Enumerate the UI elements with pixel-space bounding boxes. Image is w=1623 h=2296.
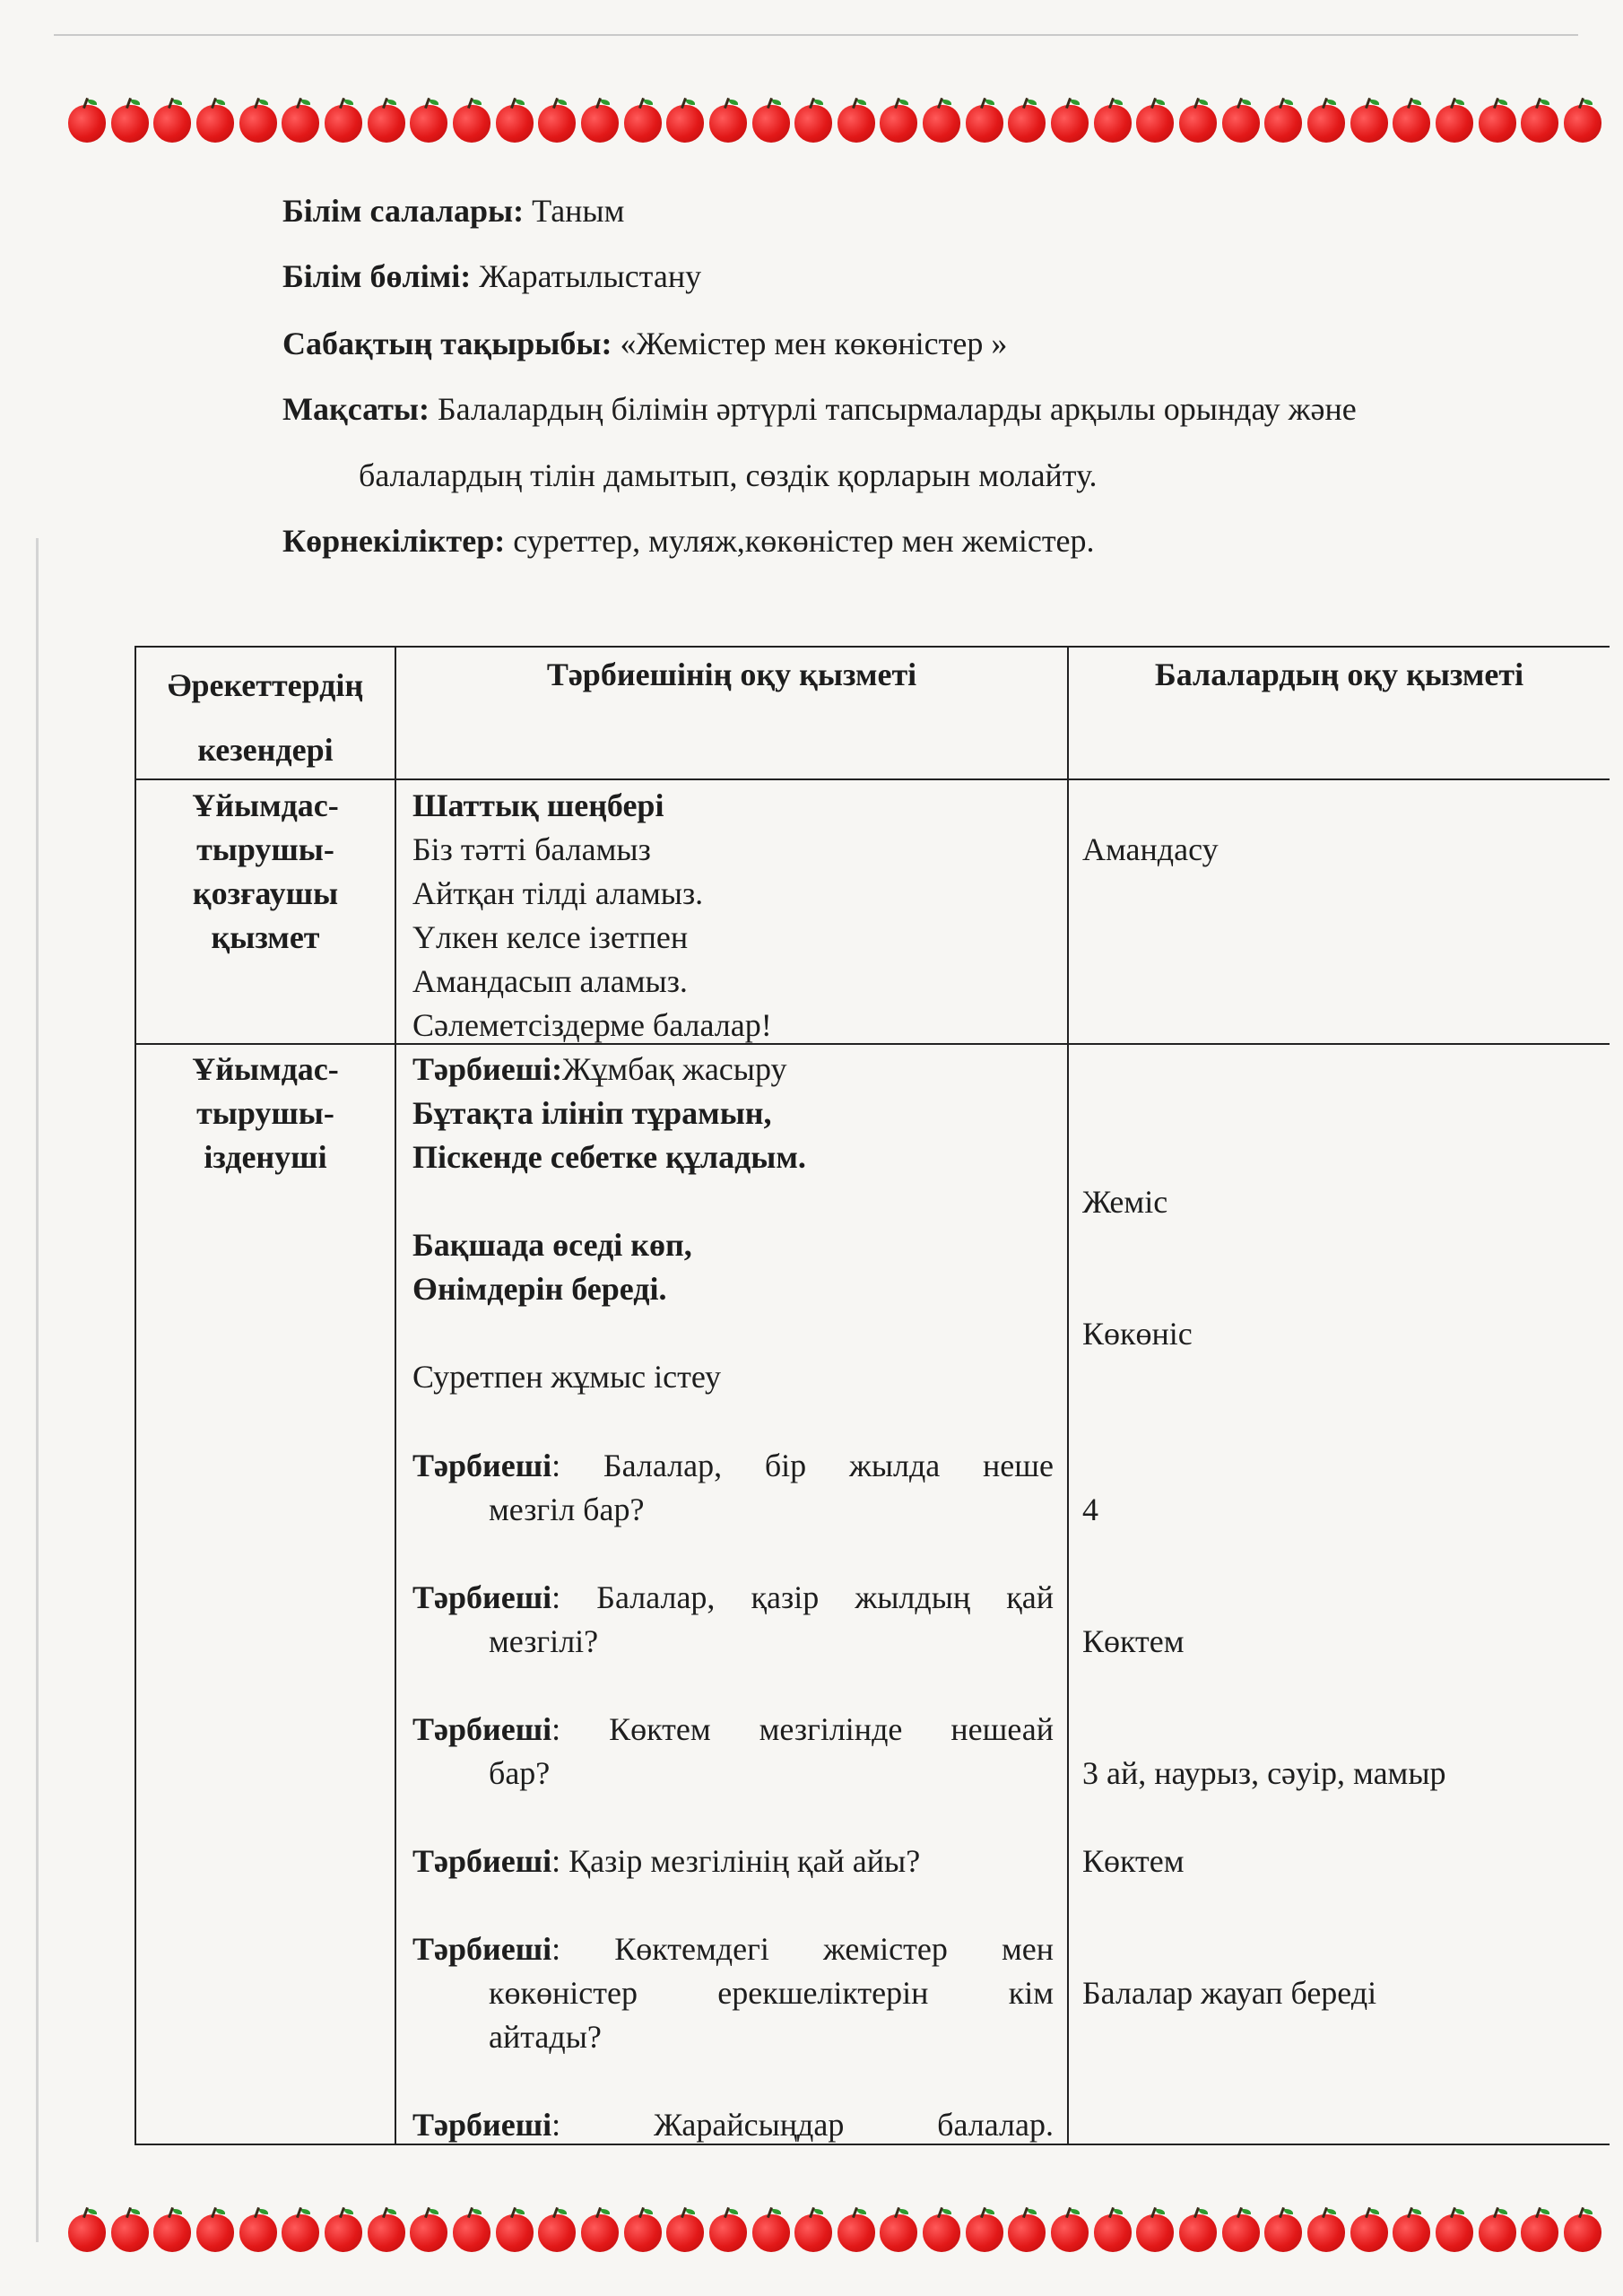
teacher-label: Тәрбиеші bbox=[412, 1843, 552, 1879]
scan-left-edge bbox=[36, 538, 39, 2242]
answer-current-season: Көктем bbox=[1082, 1623, 1185, 1659]
goal-value-2: балалардың тілін дамытып, сөздік қорларын молайту. bbox=[359, 457, 1098, 493]
answer-current-month: Көктем bbox=[1082, 1843, 1185, 1879]
apple-icon bbox=[1521, 105, 1558, 143]
question-5: Тәрбиеші: Көктемдегі жемістер мен көкөністер ерекшеліктерін кім айтады? bbox=[412, 1927, 1054, 2059]
apple-icon bbox=[1479, 2214, 1516, 2252]
goal-line-2 bbox=[359, 459, 1097, 491]
section-label: Білім бөлімі: bbox=[282, 258, 472, 294]
question-2: Тәрбиеші: Балалар, қазір жылдың қай мезгілі? bbox=[412, 1576, 1054, 1664]
scan-edge-line bbox=[54, 34, 1578, 36]
apple-icon bbox=[923, 105, 960, 143]
apple-icon bbox=[624, 105, 662, 143]
apple-icon bbox=[624, 2214, 662, 2252]
row1-stage-line: тырушы- bbox=[196, 831, 334, 867]
apple-icon bbox=[1264, 105, 1302, 143]
apple-icon bbox=[196, 2214, 234, 2252]
topic-label: Сабақтың тақырыбы: bbox=[282, 326, 612, 361]
goal-value-1: Балалардың білімін әртүрлі тапсырмаларды арқылы орындау және bbox=[438, 391, 1357, 427]
apple-icon bbox=[368, 2214, 405, 2252]
apple-icon bbox=[666, 105, 704, 143]
question-text: бар? bbox=[489, 1755, 551, 1791]
question-3: Тәрбиеші: Көктем мезгілінде нешеай бар? bbox=[412, 1708, 1054, 1796]
field-line bbox=[282, 195, 624, 227]
apple-icon bbox=[1350, 105, 1388, 143]
apple-icon bbox=[1393, 2214, 1430, 2252]
row1-stage-line: қозғаушы bbox=[192, 875, 339, 911]
header-stage-line-1: Әрекеттердің bbox=[167, 667, 364, 703]
question-text: мезгілі? bbox=[489, 1623, 599, 1659]
visuals-line bbox=[282, 525, 1095, 557]
apple-icon bbox=[1179, 105, 1217, 143]
apple-icon bbox=[1222, 105, 1260, 143]
teacher-label: Тәрбиеші bbox=[412, 1711, 552, 1747]
joy-circle-title: Шаттық шеңбері bbox=[412, 787, 664, 823]
answer-vegetable: Көкөніс bbox=[1082, 1316, 1193, 1352]
apple-icon bbox=[1479, 105, 1516, 143]
apple-icon bbox=[581, 105, 619, 143]
poem-line: Айтқан тілді аламыз. bbox=[412, 875, 704, 911]
field-label: Білім салалары: bbox=[282, 193, 525, 229]
apple-icon bbox=[838, 2214, 875, 2252]
apple-icon bbox=[239, 2214, 277, 2252]
apple-icon bbox=[325, 105, 362, 143]
apple-icon bbox=[1350, 2214, 1388, 2252]
apple-border-bottom bbox=[68, 2206, 1601, 2260]
apple-icon bbox=[880, 2214, 917, 2252]
teacher-label: Тәрбиеші bbox=[412, 1579, 552, 1615]
question-text: Көктем мезгілінде нешеай bbox=[609, 1711, 1054, 1747]
apple-icon bbox=[1094, 2214, 1132, 2252]
poem-line: Сәлеметсіздерме балалар! bbox=[412, 1007, 772, 1043]
apple-icon bbox=[709, 2214, 747, 2252]
question-text: Қазір мезгілінің қай айы? bbox=[568, 1843, 921, 1879]
apple-icon bbox=[239, 105, 277, 143]
apple-icon bbox=[325, 2214, 362, 2252]
answer-fruit: Жеміс bbox=[1082, 1184, 1168, 1220]
apple-icon bbox=[666, 2214, 704, 2252]
apple-icon bbox=[1051, 2214, 1089, 2252]
answer-children-respond: Балалар жауап береді bbox=[1082, 1975, 1377, 2011]
apple-icon bbox=[1136, 2214, 1174, 2252]
apple-icon bbox=[68, 105, 106, 143]
riddle1-line: Бұтақта ілініп тұрамын, bbox=[412, 1095, 772, 1131]
apple-icon bbox=[1393, 105, 1430, 143]
answer-seasons-count: 4 bbox=[1082, 1492, 1098, 1527]
apple-icon bbox=[1008, 2214, 1046, 2252]
riddle1-line: Піскенде себетке құладым. bbox=[412, 1139, 806, 1175]
apple-icon bbox=[111, 105, 149, 143]
topic-line bbox=[282, 327, 1007, 360]
apple-icon bbox=[923, 2214, 960, 2252]
apple-icon bbox=[410, 105, 447, 143]
picture-work: Суретпен жұмыс істеу bbox=[412, 1359, 721, 1395]
answer-spring-months: 3 ай, наурыз, сәуір, мамыр bbox=[1082, 1755, 1446, 1791]
apple-icon bbox=[966, 105, 1003, 143]
section-line bbox=[282, 260, 701, 292]
goal-line bbox=[282, 393, 1357, 425]
apple-icon bbox=[282, 2214, 319, 2252]
apple-icon bbox=[752, 105, 790, 143]
apple-icon bbox=[68, 2214, 106, 2252]
visuals-label: Көрнекіліктер: bbox=[282, 523, 506, 559]
question-4: Тәрбиеші: Қазір мезгілінің қай айы? bbox=[412, 1843, 921, 1879]
praise: Тәрбиеші: Жарайсыңдар балалар. bbox=[412, 2107, 1054, 2143]
section-value: Жаратылыстану bbox=[479, 258, 702, 294]
riddle2-line: Өнімдерін береді. bbox=[412, 1271, 667, 1307]
question-text: мезгіл бар? bbox=[489, 1492, 645, 1527]
row2-stage-line: тырушы- bbox=[196, 1095, 334, 1131]
row1-teacher bbox=[412, 784, 1054, 1048]
apple-icon bbox=[880, 105, 917, 143]
teacher-label: Тәрбиеші bbox=[412, 1931, 552, 1967]
teacher-label: Тәрбиеші bbox=[412, 1448, 552, 1483]
question-text: Көктемдегі жемістер мен bbox=[614, 1931, 1054, 1967]
apple-icon bbox=[1008, 105, 1046, 143]
row2-stage-line: ізденуші bbox=[204, 1139, 327, 1175]
table-col-divider-2 bbox=[1067, 646, 1069, 2145]
apple-icon bbox=[1051, 105, 1089, 143]
apple-icon bbox=[496, 2214, 534, 2252]
poem-line: Үлкен келсе ізетпен bbox=[412, 919, 689, 955]
apple-icon bbox=[1136, 105, 1174, 143]
apple-icon bbox=[368, 105, 405, 143]
apple-border-top bbox=[68, 97, 1601, 151]
apple-icon bbox=[538, 2214, 576, 2252]
apple-icon bbox=[1521, 2214, 1558, 2252]
apple-icon bbox=[1564, 105, 1601, 143]
question-1: Тәрбиеші: Балалар, бір жылда неше мезгіл бар? bbox=[412, 1444, 1054, 1532]
poem-line: Біз тәтті баламыз bbox=[412, 831, 651, 867]
row1-stage-line: Ұйымдас- bbox=[192, 787, 339, 823]
apple-icon bbox=[453, 105, 490, 143]
row2-stage-line: Ұйымдас- bbox=[192, 1051, 339, 1087]
apple-icon bbox=[153, 105, 191, 143]
apple-icon bbox=[410, 2214, 447, 2252]
question-text: айтады? bbox=[489, 2019, 602, 2055]
apple-icon bbox=[1307, 2214, 1345, 2252]
row1-stage-line: қызмет bbox=[211, 919, 320, 955]
topic-value: «Жемістер мен көкөністер » bbox=[620, 326, 1008, 361]
riddle-label: Тәрбиеші: bbox=[412, 1051, 563, 1087]
apple-icon bbox=[1264, 2214, 1302, 2252]
apple-icon bbox=[1094, 105, 1132, 143]
apple-icon bbox=[794, 2214, 832, 2252]
apple-icon bbox=[1179, 2214, 1217, 2252]
question-text: көкөністер ерекшеліктерін кім bbox=[489, 1975, 1054, 2011]
visuals-value: суреттер, муляж,көкөністер мен жемістер. bbox=[513, 523, 1095, 559]
teacher-label: Тәрбиеші bbox=[412, 2107, 552, 2143]
row1-children: Амандасу bbox=[1082, 831, 1219, 867]
apple-icon bbox=[966, 2214, 1003, 2252]
apple-icon bbox=[838, 105, 875, 143]
apple-icon bbox=[1222, 2214, 1260, 2252]
apple-icon bbox=[752, 2214, 790, 2252]
table-col-divider-1 bbox=[395, 646, 396, 2145]
riddle2-line: Бақшада өседі көп, bbox=[412, 1227, 692, 1263]
praise-text: Жарайсыңдар балалар. bbox=[654, 2107, 1054, 2143]
table-header-children: Балалардың оқу қызметі bbox=[1154, 657, 1524, 692]
poem-line: Амандасып аламыз. bbox=[412, 963, 688, 999]
field-value: Таным bbox=[532, 193, 625, 229]
apple-icon bbox=[111, 2214, 149, 2252]
header-stage-line-2: кезендері bbox=[197, 732, 334, 768]
riddle-intro bbox=[412, 1048, 1054, 1091]
apple-icon bbox=[538, 105, 576, 143]
row2-stage bbox=[136, 1048, 395, 1179]
question-text: Балалар, бір жылда неше bbox=[603, 1448, 1054, 1483]
row2-teacher bbox=[412, 1048, 1054, 1399]
question-text: Балалар, қазір жылдың қай bbox=[596, 1579, 1054, 1615]
apple-icon bbox=[1436, 105, 1473, 143]
apple-icon bbox=[794, 105, 832, 143]
riddle-value: Жұмбақ жасыру bbox=[562, 1051, 787, 1087]
apple-icon bbox=[153, 2214, 191, 2252]
apple-icon bbox=[709, 105, 747, 143]
apple-icon bbox=[196, 105, 234, 143]
goal-label: Мақсаты: bbox=[282, 391, 430, 427]
apple-icon bbox=[453, 2214, 490, 2252]
table-header-teacher: Тәрбиешінің оқу қызметі bbox=[546, 657, 917, 692]
apple-icon bbox=[282, 105, 319, 143]
apple-icon bbox=[1307, 105, 1345, 143]
apple-icon bbox=[1564, 2214, 1601, 2252]
table-header-stage bbox=[136, 653, 395, 782]
row1-stage bbox=[136, 784, 395, 960]
apple-icon bbox=[496, 105, 534, 143]
apple-icon bbox=[1436, 2214, 1473, 2252]
apple-icon bbox=[581, 2214, 619, 2252]
